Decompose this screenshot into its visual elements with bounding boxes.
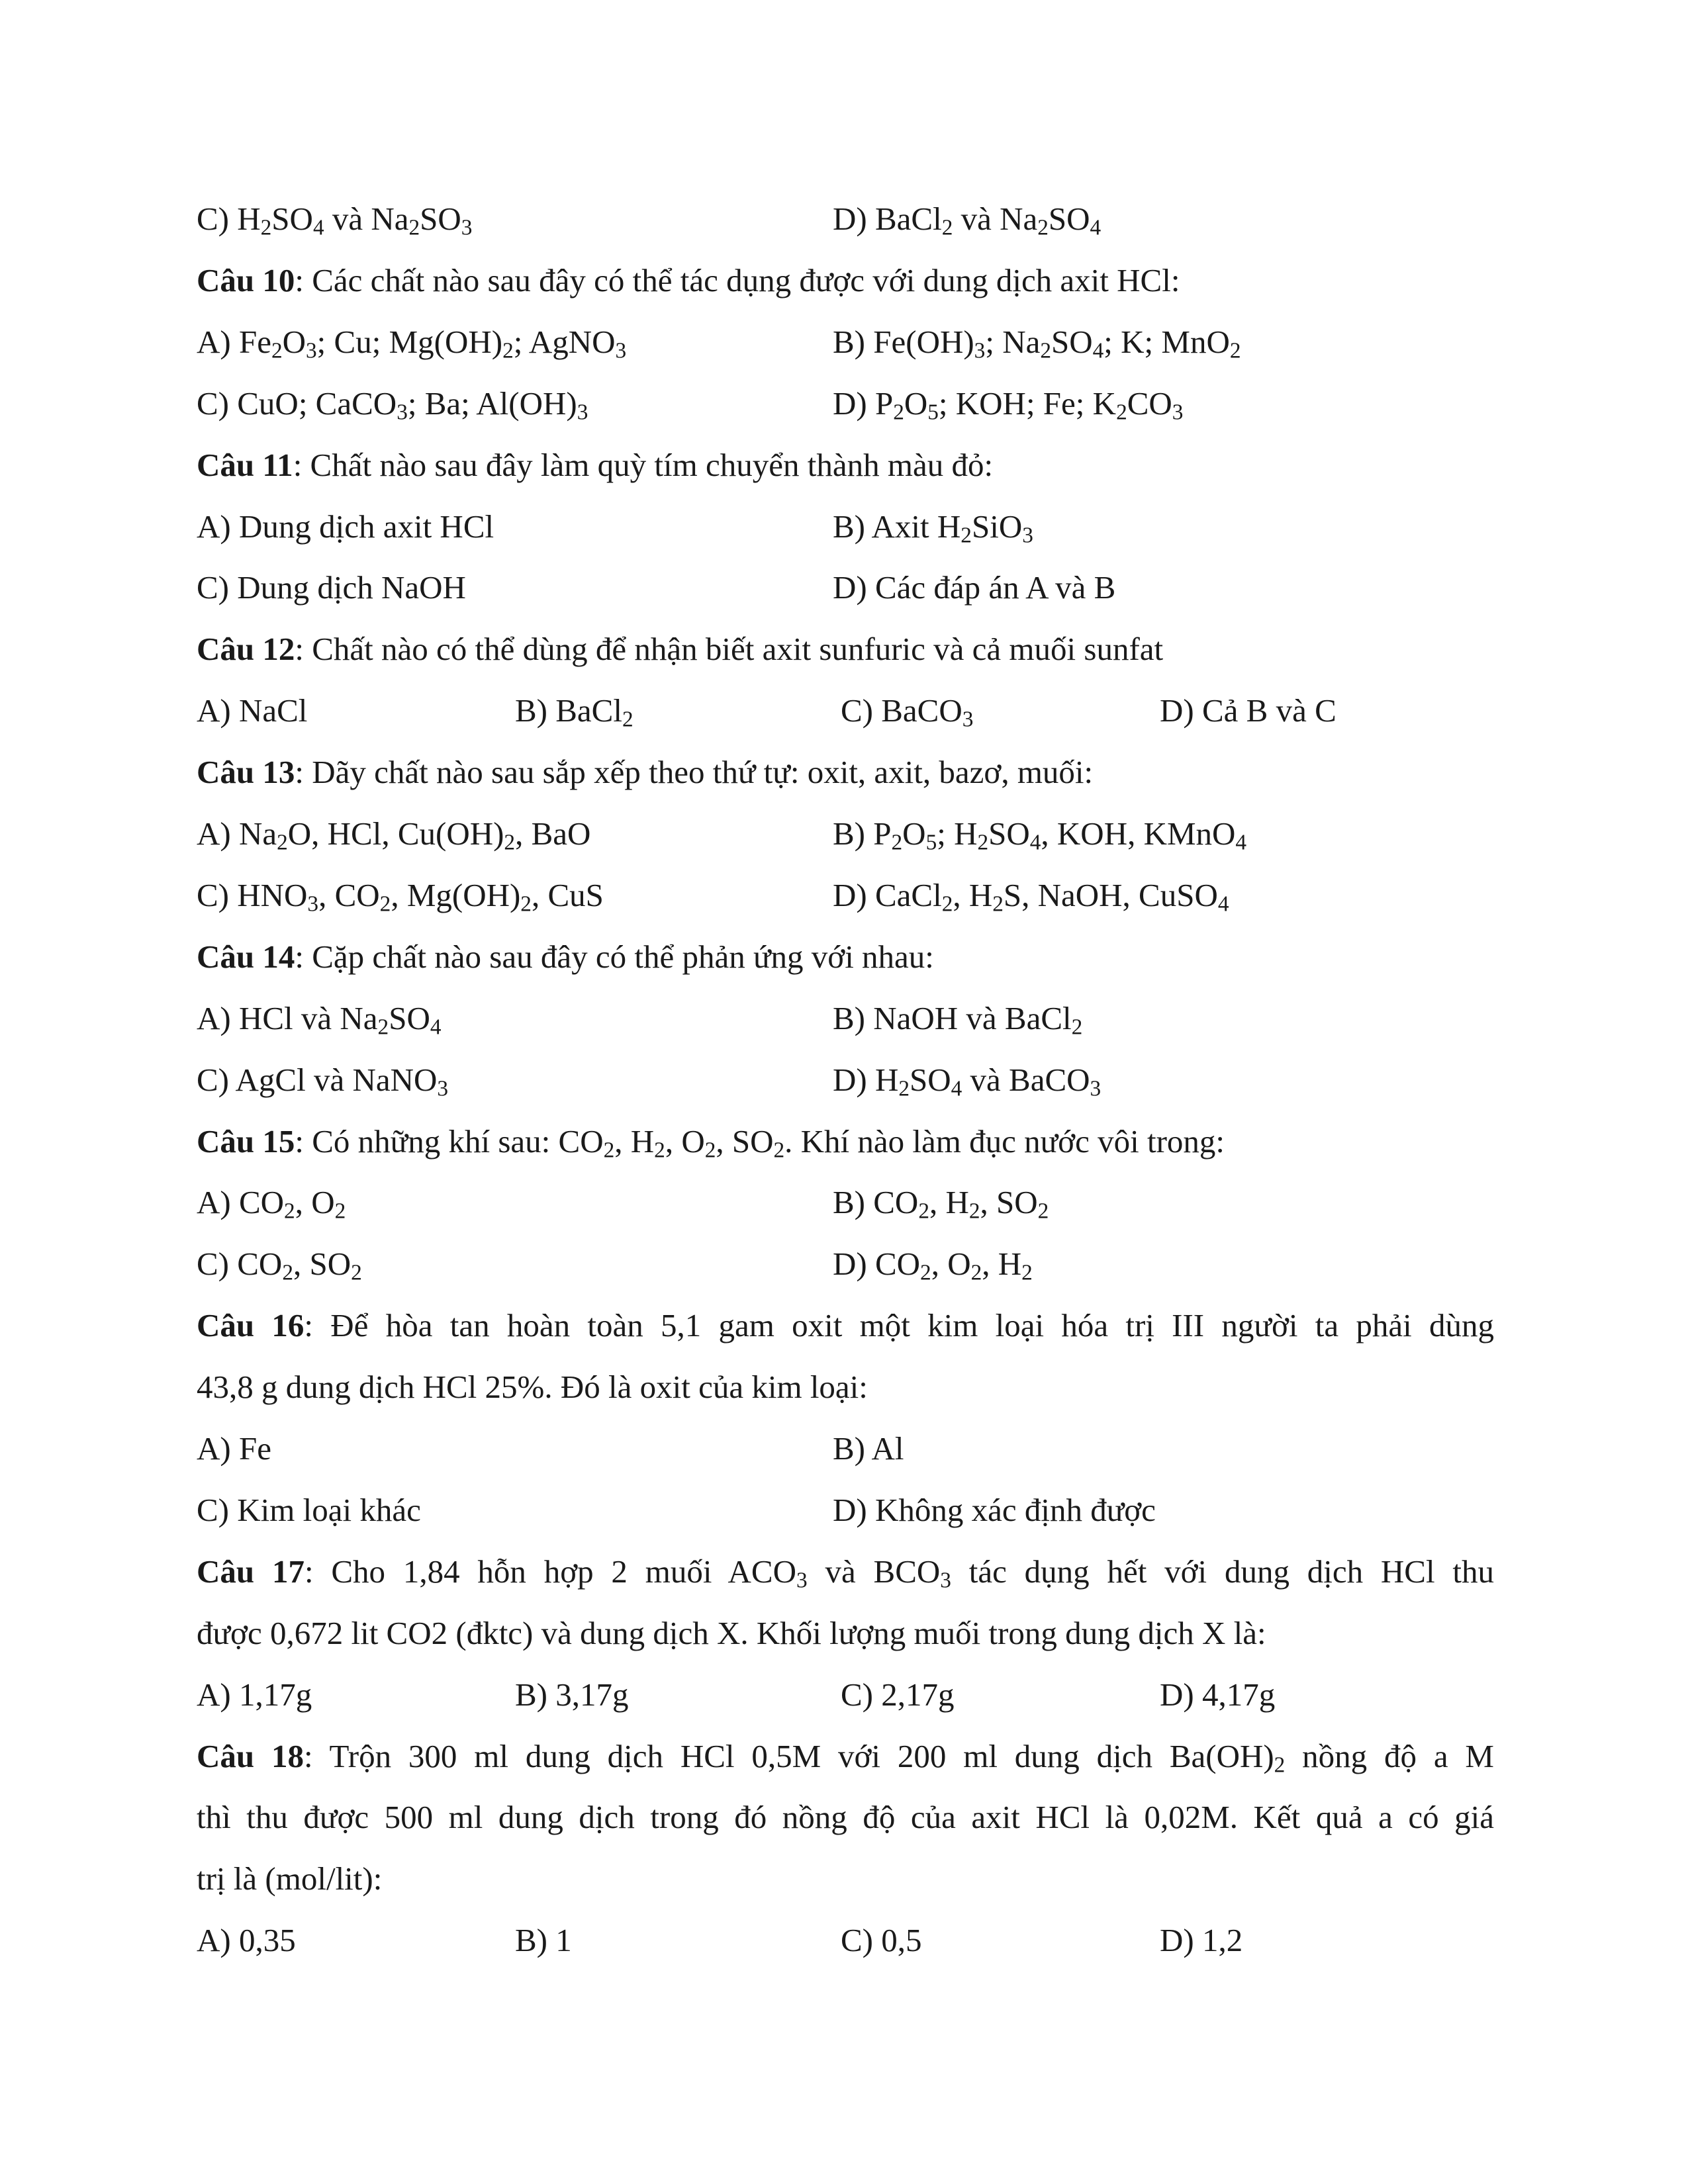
answer-options-row <box>197 496 1494 557</box>
question-text: : Chất nào có thể dùng để nhận biết axit sunfuric và cả muối sunfat <box>295 631 1164 668</box>
answer-option-a: C) Kim loại khác <box>197 1491 421 1528</box>
question-text: : Các chất nào sau đây có thể tác dụng được với dung dịch axit HCl: <box>295 261 1180 298</box>
answer-option-b: D) $CO_2$, $O_2$, $H_2$ <box>833 1246 1033 1285</box>
answer-options-row <box>197 1664 1494 1725</box>
question-number: Câu 13 <box>197 754 295 791</box>
question-number: Câu 15 <box>197 1122 295 1160</box>
question-text: : Để hòa tan hoàn toàn 5,1 gam oxit một kim loại hóa trị III người ta phải dùng <box>304 1307 1494 1344</box>
answer-options-row <box>197 1910 1494 1971</box>
answer-options-row <box>197 803 1494 864</box>
question-text: : Dãy chất nào sau sắp xếp theo thứ tự: oxit, axit, bazơ, muối: <box>295 754 1094 791</box>
question-continuation: thì thu được 500 ml dung dịch trong đó nồng độ của axit HCl là 0,02M. Kết quả a có giá <box>197 1799 1494 1836</box>
answer-option-a: C) $HNO_3$, $CO_2$, $Mg(OH)_2$, CuS <box>197 876 604 917</box>
answer-options-row <box>197 189 1494 250</box>
answer-option-a: A) 1,17g <box>197 1676 312 1713</box>
answer-option-a: C) Dung dịch NaOH <box>197 569 466 606</box>
question-number: Câu 10 <box>197 261 295 298</box>
answer-option-b: D) CaCl$_2$, $H_2S$, NaOH, CuSO$_4$ <box>833 876 1229 917</box>
answer-options-row <box>197 1418 1494 1479</box>
question-continuation: được 0,672 lit CO2 (đktc) và dung dịch X. Khối lượng muối trong dung dịch X là: <box>197 1614 1266 1651</box>
question-line <box>197 1295 1494 1356</box>
question-line <box>197 1726 1494 1787</box>
answer-option-d: D) Cả B và C <box>1160 692 1336 729</box>
question-text: : Trộn 300 ml dung dịch HCl 0,5M với 200 ml dung dịch $Ba(OH)_2$ nồng độ a M <box>303 1737 1494 1777</box>
answer-options-row <box>197 1234 1494 1295</box>
answer-options-row <box>197 988 1494 1049</box>
question-line <box>197 927 1494 987</box>
question-text: : Cặp chất nào sau đây có thể phản ứng với nhau: <box>295 938 934 975</box>
answer-option-b: B) NaOH và BaCl$_2$ <box>833 999 1083 1040</box>
question-number: Câu 14 <box>197 938 295 975</box>
answer-option-d: D) 4,17g <box>1160 1676 1276 1713</box>
answer-options-row <box>197 373 1494 434</box>
answer-option-b: D) $P_2O_5$; KOH; Fe; $K_2CO_3$ <box>833 385 1184 425</box>
answer-option-b: B) BaCl$_2$ <box>515 692 633 732</box>
question-text: : Có những khí sau: $CO_2$, $H_2$, $O_2$, $SO_2$. Khí nào làm đục nước vôi trong: <box>295 1122 1225 1162</box>
answer-option-a: C) $CO_2$, $SO_2$ <box>197 1246 362 1285</box>
answer-option-b: B) Axit $H_2SiO_3$ <box>833 508 1033 547</box>
answer-option-a: A) $Fe_2O_3$; Cu; $Mg(OH)_2$; AgNO$_3$ <box>197 323 627 363</box>
question-text: : Cho 1,84 hỗn hợp 2 muối $ACO_3$ và $BCO_3$ tác dụng hết với dung dịch HCl thu <box>304 1553 1495 1593</box>
answer-option-a: A) 0,35 <box>197 1922 296 1959</box>
answer-option-a: A) $Na_2O$, HCl, $Cu(OH)_2$, BaO <box>197 815 591 855</box>
question-line <box>197 435 1494 496</box>
question-continuation: 43,8 g dung dịch HCl 25%. Đó là oxit của kim loại: <box>197 1369 868 1406</box>
answer-option-a: A) Dung dịch axit HCl <box>197 508 494 545</box>
question-number: Câu 18 <box>197 1737 304 1774</box>
question-line <box>197 1541 1494 1602</box>
question-line <box>197 742 1494 803</box>
answer-option-b: D) Không xác định được <box>833 1491 1156 1528</box>
answer-option-a: A) NaCl <box>197 692 308 729</box>
question-number: Câu 11 <box>197 446 293 483</box>
answer-option-b: B) $CO_2$, $H_2$, $SO_2$ <box>833 1184 1049 1224</box>
answer-option-c: C) 0,5 <box>841 1922 922 1959</box>
answer-option-c: C) BaCO$_3$ <box>841 692 974 732</box>
question-number: Câu 16 <box>197 1307 305 1344</box>
answer-options-row <box>197 1480 1494 1541</box>
answer-option-a: A) HCl và $Na_2SO_4$ <box>197 999 442 1040</box>
answer-option-b: D) $H_2SO_4$ và BaCO$_3$ <box>833 1061 1102 1101</box>
answer-option-a: C) $H_2SO_4$ và $Na_2SO_3$ <box>197 201 473 240</box>
question-continuation: trị là (mol/lit): <box>197 1860 383 1897</box>
answer-option-b: B) 1 <box>515 1922 572 1959</box>
answer-option-a: A) Fe <box>197 1430 271 1467</box>
answer-option-b: D) BaCl$_2$ và $Na_2SO_4$ <box>833 201 1102 240</box>
question-line <box>197 250 1494 311</box>
answer-option-a: C) CuO; CaCO$_3$; Ba; $Al(OH)_3$ <box>197 385 588 425</box>
answer-option-c: C) 2,17g <box>841 1676 955 1713</box>
answer-option-d: D) 1,2 <box>1160 1922 1243 1959</box>
answer-options-row <box>197 1172 1494 1233</box>
question-number: Câu 12 <box>197 631 295 668</box>
answer-option-a: A) $CO_2$, $O_2$ <box>197 1184 346 1224</box>
answer-option-b: B) $P_2O_5$; $H_2SO_4$, KOH, KMnO$_4$ <box>833 815 1247 855</box>
answer-option-b: B) Al <box>833 1430 904 1467</box>
question-number: Câu 17 <box>197 1553 305 1590</box>
answer-options-row <box>197 557 1494 618</box>
answer-option-b: B) 3,17g <box>515 1676 629 1713</box>
answer-options-row <box>197 1050 1494 1111</box>
answer-option-a: C) AgCl và NaNO$_3$ <box>197 1061 449 1101</box>
question-text: : Chất nào sau đây làm quỳ tím chuyển thành màu đỏ: <box>293 446 994 483</box>
answer-option-b: B) $Fe(OH)_3$; $Na_2SO_4$; K; MnO$_2$ <box>833 323 1241 363</box>
answer-options-row <box>197 865 1494 926</box>
question-line <box>197 1111 1494 1172</box>
answer-options-row <box>197 312 1494 373</box>
question-line <box>197 619 1494 680</box>
answer-options-row <box>197 680 1494 741</box>
answer-option-b: D) Các đáp án A và B <box>833 569 1116 606</box>
